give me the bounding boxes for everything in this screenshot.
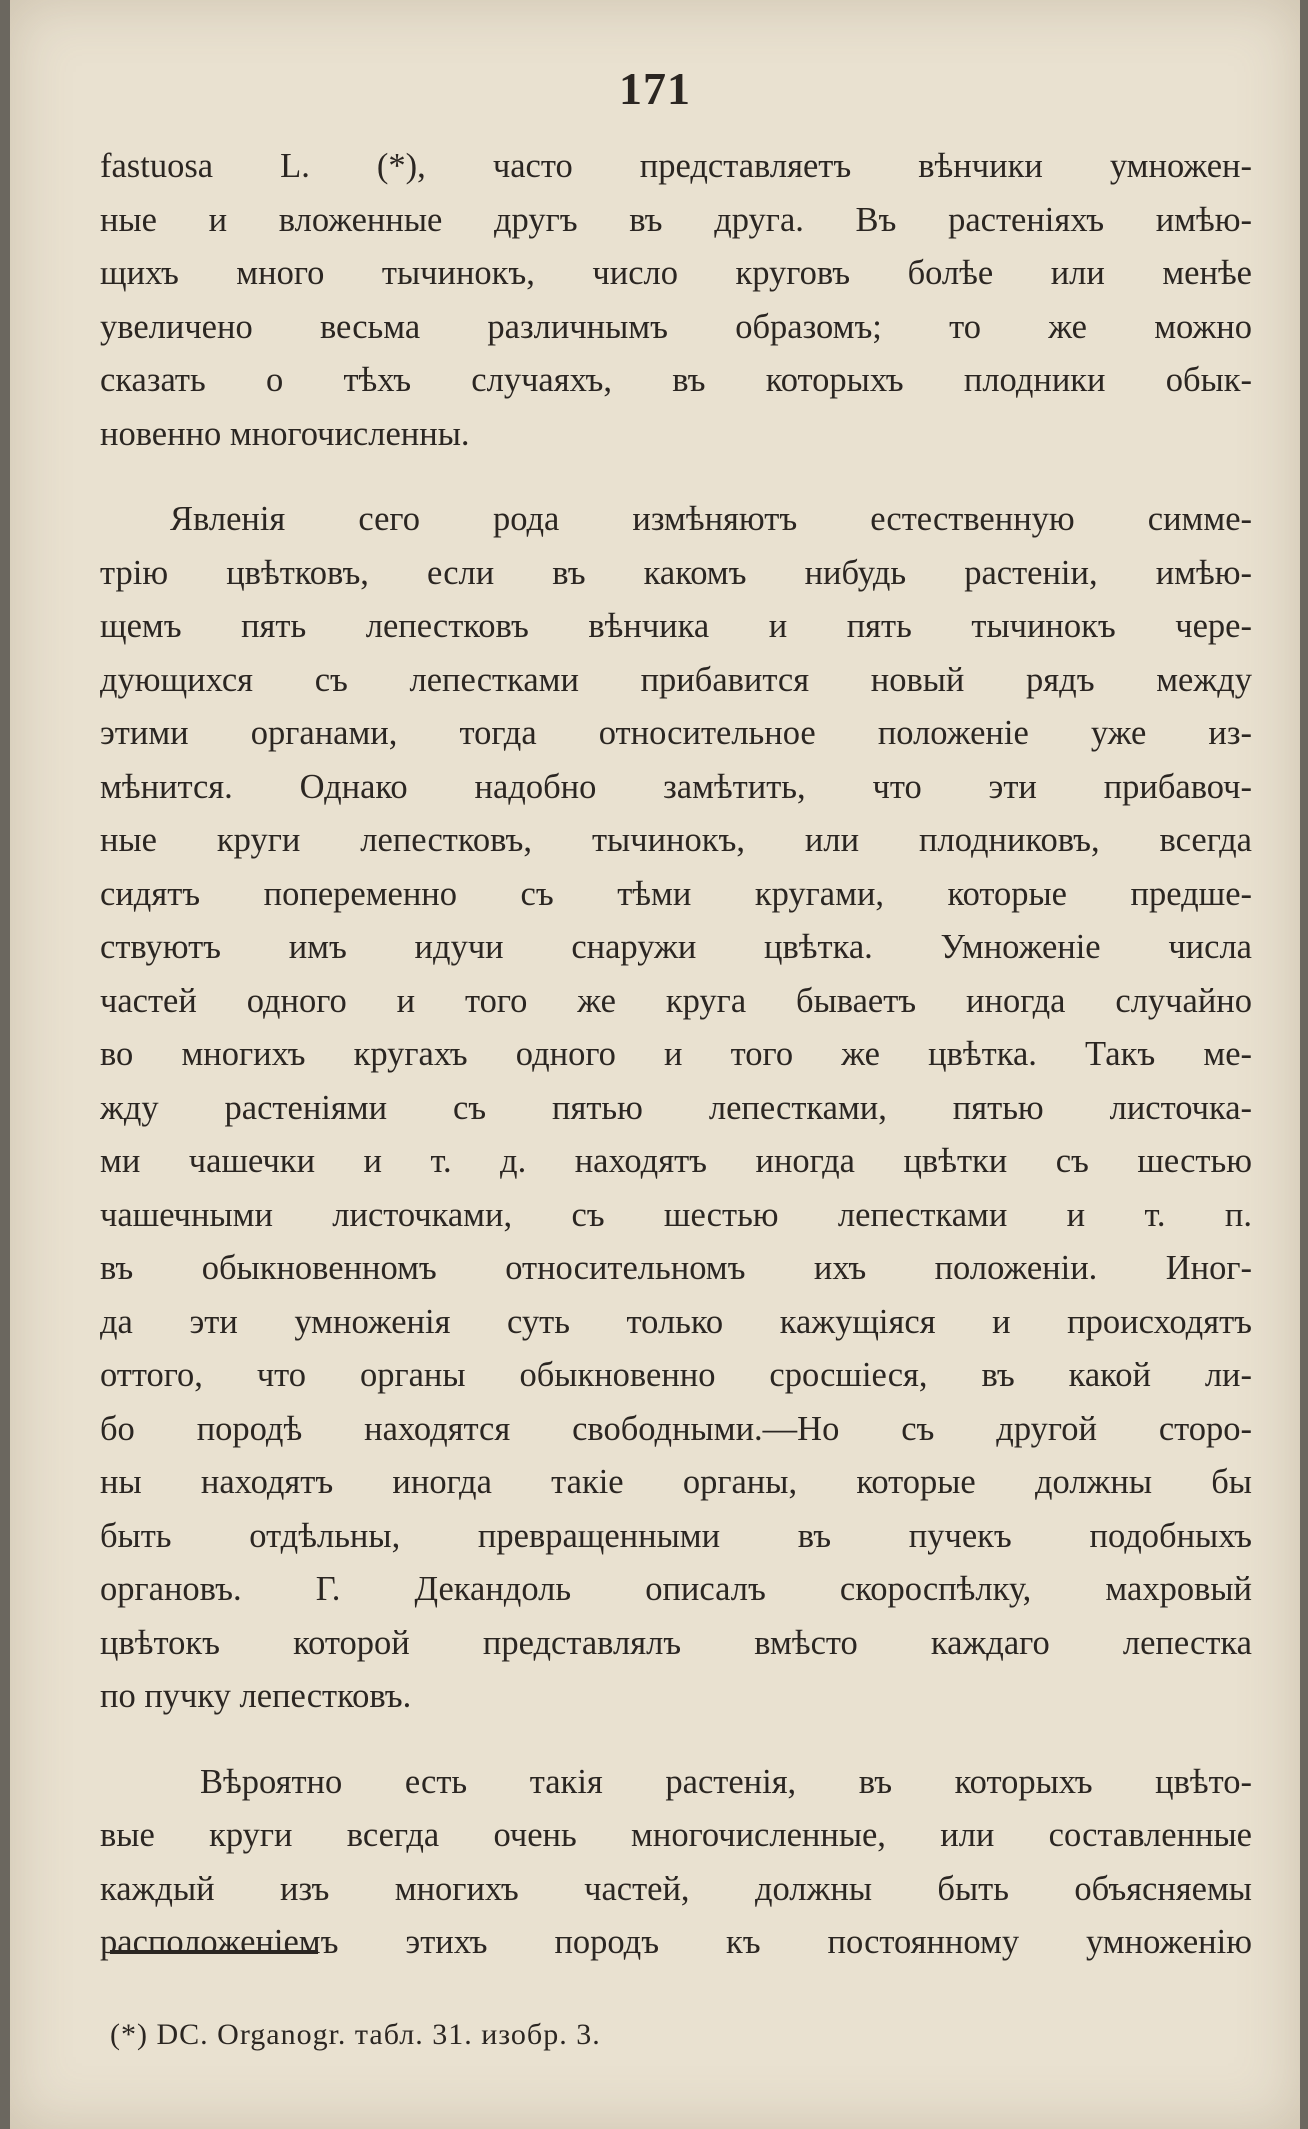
text-line: бо породѣ находятся свободными.—Но съ другой сторо- (100, 1409, 1252, 1448)
text-line: мѣнится. Однако надобно замѣтить, что эти прибавоч- (100, 767, 1252, 806)
text-line: трію цвѣтковъ, если въ какомъ нибудь растеніи, имѣю- (100, 553, 1252, 592)
text-line: ствуютъ имъ идучи снаружи цвѣтка. Умноженіе числа (100, 928, 1252, 966)
text-line: увеличено весьма различнымъ образомъ; то же можно (100, 307, 1252, 346)
text-line: въ обыкновенномъ относительномъ ихъ положеніи. Иног- (100, 1249, 1252, 1287)
paragraph-1 (100, 140, 1252, 461)
text-line: щемъ пять лепестковъ вѣнчика и пять тычинокъ чере- (100, 607, 1252, 645)
text-line: оттого, что органы обыкновенно сросшіеся, въ какой ли- (100, 1356, 1252, 1394)
text-line: этими органами, тогда относительное положеніе уже из- (100, 714, 1252, 752)
text-line: жду растеніями съ пятью лепестками, пятью листочка- (100, 1088, 1252, 1127)
text-line: новенно многочисленны. (100, 414, 470, 453)
paragraph-2 (100, 493, 1252, 1724)
page-number: 171 (619, 63, 691, 114)
text-line: Вѣроятно есть такія растенія, въ которыхъ цвѣто- (200, 1762, 1252, 1801)
text-line: ми чашечки и т. д. находятъ иногда цвѣтки съ шестью (100, 1142, 1252, 1180)
text-line: по пучку лепестковъ. (100, 1677, 412, 1715)
text-line: ные круги лепестковъ, тычинокъ, или плодниковъ, всегда (100, 821, 1252, 859)
book-page (10, 0, 1300, 2129)
text-line: частей одного и того же круга бываетъ иногда случайно (100, 981, 1252, 1020)
text-line: органовъ. Г. Декандоль описалъ скороспѣлку, махровый (100, 1570, 1252, 1608)
text-line: каждый изъ многихъ частей, должны быть объясняемы (100, 1869, 1252, 1908)
text-line: вые круги всегда очень многочисленные, или составленные (100, 1816, 1252, 1854)
text-line: Явленія сего рода измѣняютъ естественную симме- (170, 500, 1252, 538)
text-line: сказать о тѣхъ случаяхъ, въ которыхъ плодники обык- (100, 361, 1252, 399)
text-line: сидятъ попеременно съ тѣми кругами, которые предше- (100, 874, 1252, 913)
text-line: цвѣтокъ которой представлялъ вмѣсто каждаго лепестка (100, 1623, 1252, 1662)
footnote: (*) DC. Organogr. табл. 31. изобр. 3. (110, 2018, 601, 2051)
text-line: ны находятъ иногда такіе органы, которые должны бы (100, 1463, 1252, 1501)
footnote-divider (110, 1950, 318, 1954)
text-line: да эти умноженія суть только кажущіяся и происходятъ (100, 1302, 1252, 1341)
text-line: чашечными листочками, съ шестью лепестками и т. п. (100, 1195, 1252, 1234)
text-line: быть отдѣльны, превращенными въ пучекъ подобныхъ (100, 1516, 1252, 1555)
text-line: во многихъ кругахъ одного и того же цвѣтка. Такъ ме- (100, 1035, 1252, 1073)
body-text (100, 140, 1252, 1970)
paragraph-3 (100, 1756, 1252, 1970)
text-line: расположеніемъ этихъ породъ къ постоянному умноженію (100, 1923, 1252, 1961)
text-line: fastuosa L. (*), часто представляетъ вѣнчики умножен- (100, 147, 1252, 185)
text-line: дующихся съ лепестками прибавится новый рядъ между (100, 660, 1252, 699)
text-line: ные и вложенные другъ въ друга. Въ растеніяхъ имѣю- (100, 200, 1252, 239)
text-line: щихъ много тычинокъ, число круговъ болѣе или менѣе (100, 254, 1252, 292)
